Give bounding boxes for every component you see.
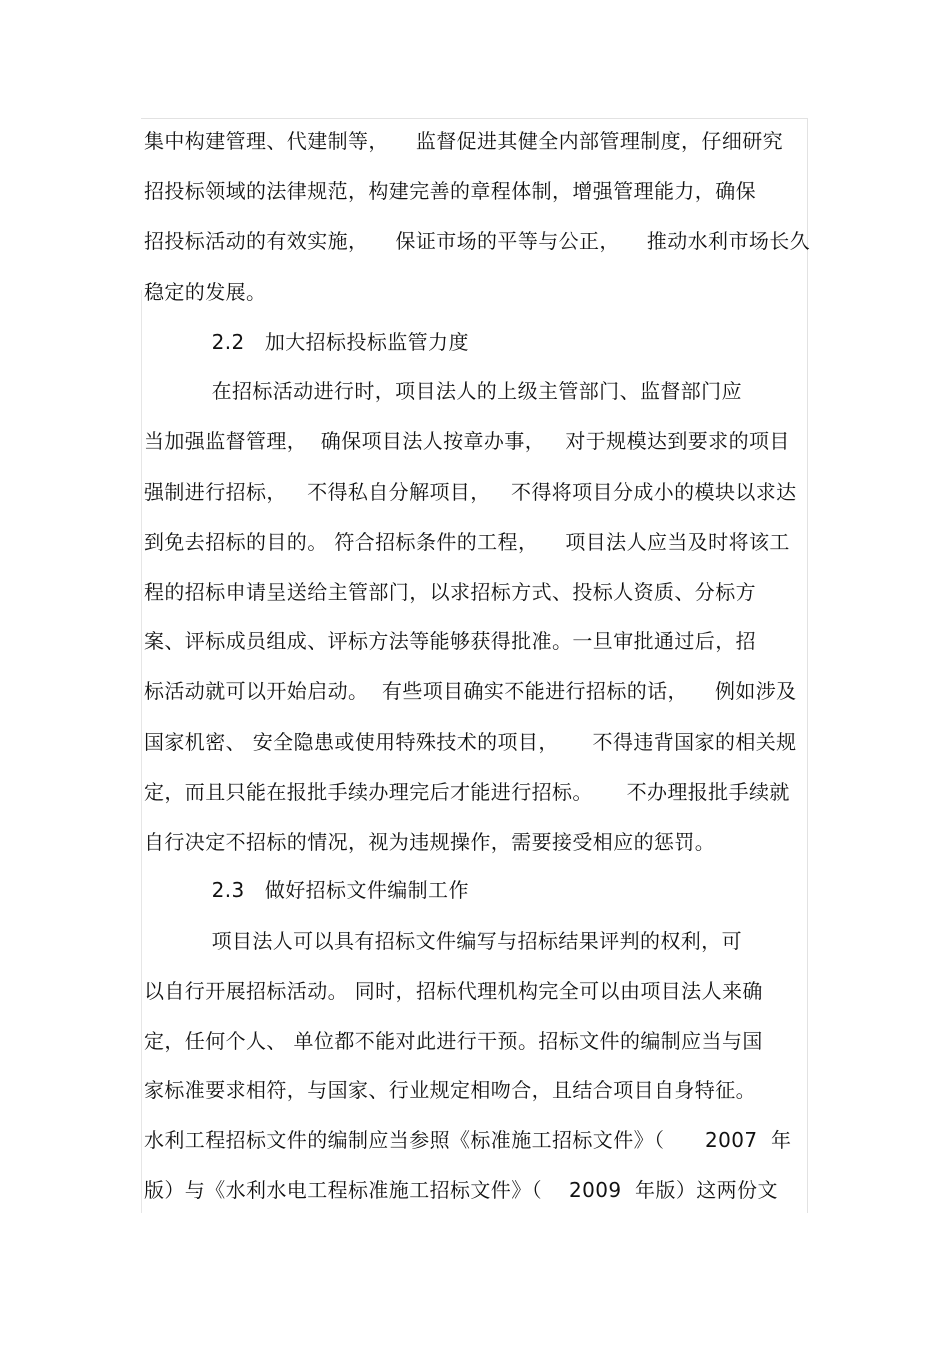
text-line: 当加强监督管理， 确保项目法人按章办事， 对于规模达到要求的项目 [144,429,790,453]
text-line: 项目法人可以具有招标文件编写与招标结果评判的权利，可 [144,929,742,953]
text-line: 定，任何个人、 单位都不能对此进行干预。招标文件的编制应当与国 [144,1029,763,1053]
text-line: 家标准要求相符，与国家、行业规定相吻合，且结合项目自身特征。 [144,1078,756,1102]
text-line: 标活动就可以开始启动。 有些项目确实不能进行招标的话， 例如涉及 [144,679,797,703]
text-line: 水利工程招标文件的编制应当参照《标准施工招标文件》（ 2007 年 [144,1128,792,1152]
text-line: 国家机密、 安全隐患或使用特殊技术的项目， 不得违背国家的相关规 [144,730,797,754]
text-line: 稳定的发展。 [144,280,267,304]
text-line: 到免去招标的目的。 符合招标条件的工程， 项目法人应当及时将该工 [144,530,790,554]
text-line: 以自行开展招标活动。 同时，招标代理机构完全可以由项目法人来确 [144,979,763,1003]
text-line: 招投标活动的有效实施， 保证市场的平等与公正， 推动水利市场长久 [144,229,811,253]
text-line: 定，而且只能在报批手续办理完后才能进行招标。 不办理报批手续就 [144,780,790,804]
text-line: 自行决定不招标的情况，视为违规操作，需要接受相应的惩罚。 [144,830,716,854]
section-heading: 2.2 加大招标投标监管力度 [144,330,469,354]
text-line: 案、评标成员组成、评标方法等能够获得批准。一旦审批通过后，招 [144,629,756,653]
section-heading: 2.3 做好招标文件编制工作 [144,878,469,902]
text-line: 在招标活动进行时，项目法人的上级主管部门、监督部门应 [144,379,742,403]
text-line: 招投标领域的法律规范，构建完善的章程体制，增强管理能力，确保 [144,179,756,203]
text-line: 集中构建管理、代建制等， 监督促进其健全内部管理制度，仔细研究 [144,129,784,153]
text-line: 程的招标申请呈送给主管部门，以求招标方式、投标人资质、分标方 [144,580,756,604]
text-line: 版）与《水利水电工程标准施工招标文件》（ 2009 年版）这两份文 [144,1178,778,1202]
text-line: 强制进行招标， 不得私自分解项目， 不得将项目分成小的模块以求达 [144,480,797,504]
page-border-left [141,290,142,1213]
